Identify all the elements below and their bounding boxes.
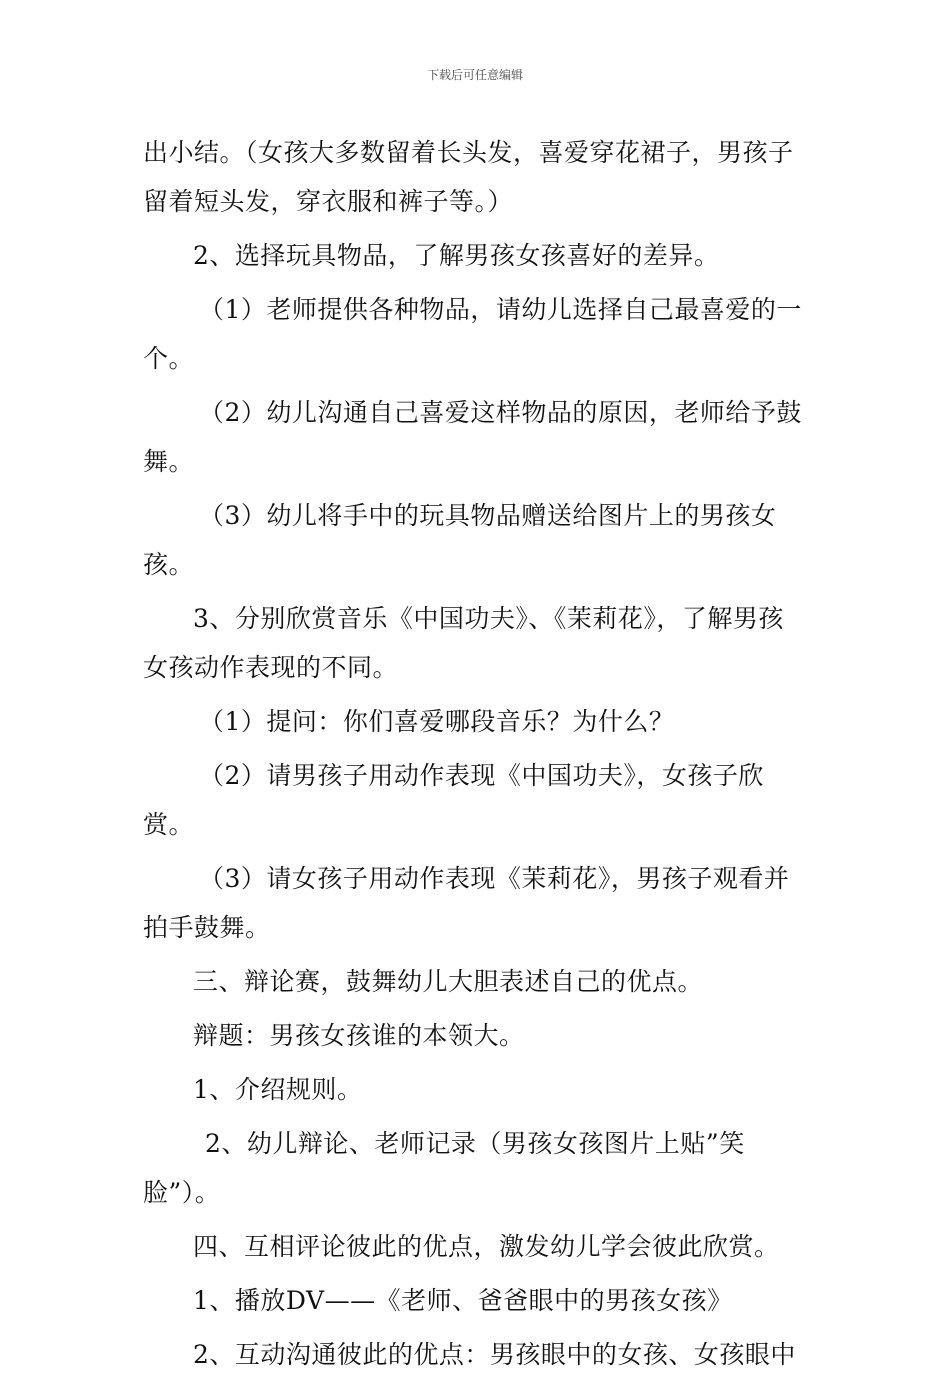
document-body	[143, 128, 808, 1384]
paragraph-step-3-3: （3）请女孩子用动作表现《茉莉花》，男孩子观看并拍手鼓舞。	[143, 864, 790, 942]
paragraph-step-3: 3、分别欣赏音乐《中国功夫》、《茉莉花》，了解男孩女孩动作表现的不同。	[143, 604, 784, 682]
paragraph-section-4: 四、互相评论彼此的优点，激发幼儿学会彼此欣赏。	[193, 1232, 780, 1261]
paragraph-interaction: 2、互动沟通彼此的优点：男孩眼中的女孩、女孩眼中	[193, 1340, 796, 1369]
paragraph-play-dv: 1、播放DV——《老师、爸爸眼中的男孩女孩》	[193, 1286, 733, 1315]
paragraph-step-2: 2、选择玩具物品，了解男孩女孩喜好的差异。	[193, 241, 720, 270]
paragraph-debate-topic: 辩题：男孩女孩谁的本领大。	[193, 1021, 525, 1050]
paragraph-step-2-1: （1）老师提供各种物品，请幼儿选择自己最喜爱的一个。	[143, 295, 802, 373]
page-header-note: 下载后可任意编辑	[426, 68, 523, 82]
paragraph-section-3: 三、辩论赛，鼓舞幼儿大胆表述自己的优点。	[193, 967, 704, 996]
paragraph-debate-record: 2、幼儿辩论、老师记录（男孩女孩图片上贴”笑脸”）。	[143, 1129, 745, 1207]
paragraph-step-3-1: （1）提问：你们喜爱哪段音乐？为什么？	[199, 707, 675, 736]
paragraph-step-3-2: （2）请男孩子用动作表现《中国功夫》，女孩子欣赏。	[143, 761, 764, 839]
paragraph-step-2-3: （3）幼儿将手中的玩具物品赠送给图片上的男孩女孩。	[143, 501, 777, 579]
paragraph-step-2-2: （2）幼儿沟通自己喜爱这样物品的原因，老师给予鼓舞。	[143, 398, 802, 476]
paragraph-summary: 出小结。（女孩大多数留着长头发，喜爱穿花裙子，男孩子留着短头发，穿衣服和裤子等。）	[143, 138, 794, 216]
paragraph-rule: 1、介绍规则。	[193, 1075, 363, 1104]
